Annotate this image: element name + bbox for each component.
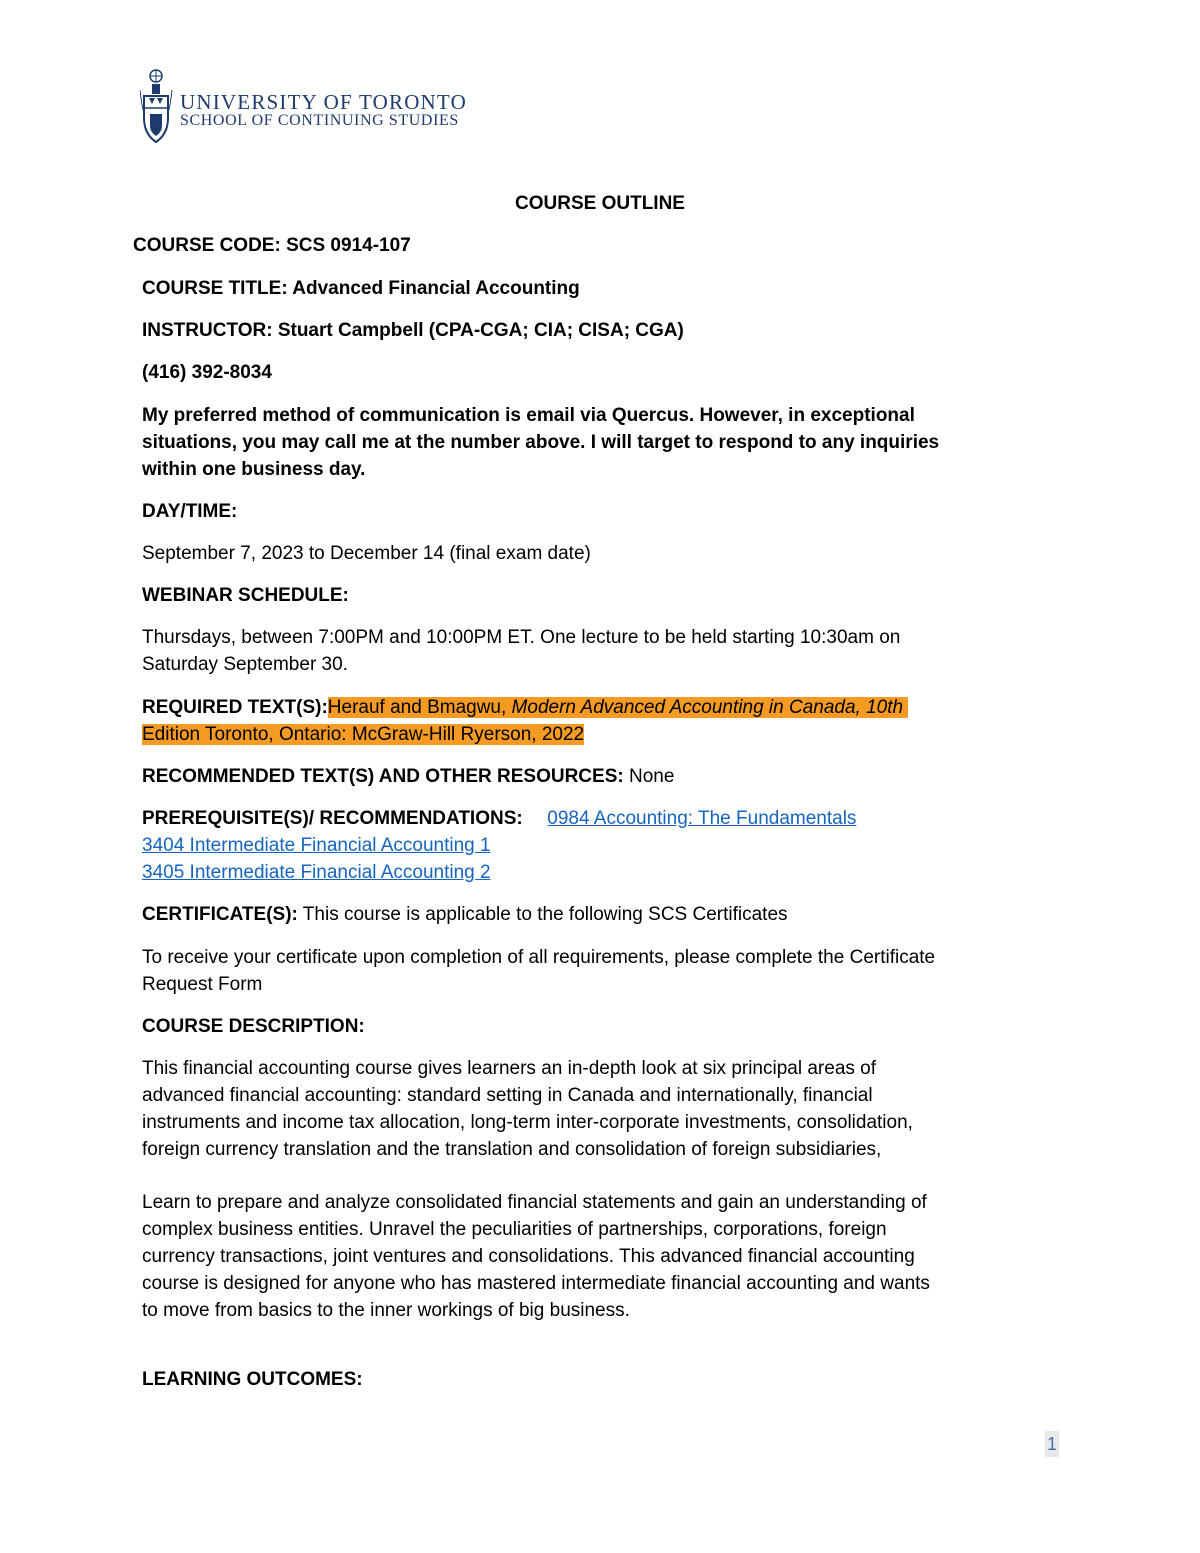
required-text: [142, 694, 908, 721]
course-code: [133, 232, 411, 259]
learning-outcomes-label: LEARNING OUTCOMES:: [142, 1369, 363, 1390]
prerequisites: [142, 805, 856, 832]
prerequisite-line-2: [142, 832, 491, 859]
recommended-label: RECOMMENDED TEXT(S) AND OTHER RESOURCES:: [142, 766, 624, 787]
description-p2-line-5: to move from basics to the inner workings of big business.: [142, 1300, 630, 1321]
required-text-line-2: [142, 721, 584, 748]
course-title: [142, 275, 580, 302]
recommended-resources: [142, 763, 674, 790]
course-code-label: COURSE CODE:: [133, 235, 281, 256]
document-title: COURSE OUTLINE: [515, 193, 685, 214]
prerequisites-label: PREREQUISITE(S)/ RECOMMENDATIONS:: [142, 808, 523, 829]
description-p2-line-4: course is designed for anyone who has mastered intermediate financial accounting and wants: [142, 1273, 930, 1294]
course-code-value: SCS 0914-107: [286, 235, 411, 256]
crest-icon: [140, 68, 176, 148]
certificates-label: CERTIFICATE(S):: [142, 904, 298, 925]
required-text-publisher: Edition Toronto, Ontario: McGraw-Hill Ryerson, 2022: [142, 724, 585, 745]
communication-line-2: situations, you may call me at the number above. I will target to respond to any inquiries: [142, 432, 940, 453]
communication-line-3: within one business day.: [142, 459, 366, 480]
webinar-label: WEBINAR SCHEDULE:: [142, 585, 349, 606]
course-description-label: COURSE DESCRIPTION:: [142, 1016, 365, 1037]
prerequisite-link-3405[interactable]: 3405 Intermediate Financial Accounting 2: [142, 862, 491, 883]
certificates: [142, 901, 788, 928]
description-p1-line-3: instruments and income tax allocation, long-term inter-corporate investments, consolidation,: [142, 1112, 913, 1133]
day-time-value: September 7, 2023 to December 14 (final exam date): [142, 543, 591, 564]
page-number: 1: [1045, 1431, 1059, 1457]
required-text-label: REQUIRED TEXT(S):: [142, 697, 328, 718]
communication-line-1: My preferred method of communication is email via Quercus. However, in exceptional: [142, 405, 915, 426]
prerequisite-link-3404[interactable]: 3404 Intermediate Financial Accounting 1: [142, 835, 491, 856]
logo-university-name: UNIVERSITY OF TORONTO: [180, 90, 467, 114]
description-p2-line-3: currency transactions, joint ventures and consolidations. This advanced financial accounting: [142, 1246, 915, 1267]
description-p1-line-1: This financial accounting course gives learners an in-depth look at six principal areas of: [142, 1058, 877, 1079]
instructor-label: INSTRUCTOR:: [142, 320, 273, 341]
day-time-label: DAY/TIME:: [142, 501, 238, 522]
required-text-authors: Herauf and Bmagwu,: [327, 697, 512, 718]
course-title-label: COURSE TITLE:: [142, 278, 288, 299]
certificate-note-line-1: To receive your certificate upon completion of all requirements, please complete the Certificate: [142, 947, 936, 968]
description-p2-line-2: complex business entities. Unravel the peculiarities of partnerships, corporations, foreign: [142, 1219, 887, 1240]
description-p1-line-2: advanced financial accounting: standard setting in Canada and internationally, financial: [142, 1085, 873, 1106]
course-title-value: Advanced Financial Accounting: [292, 278, 580, 299]
prerequisite-line-3: [142, 859, 491, 886]
instructor: [142, 317, 684, 344]
instructor-value: Stuart Campbell (CPA-CGA; CIA; CISA; CGA): [277, 320, 684, 341]
webinar-line-1: Thursdays, between 7:00PM and 10:00PM ET. One lecture to be held starting 10:30am on: [142, 627, 901, 648]
certificate-note-line-2: Request Form: [142, 974, 263, 995]
description-p2-line-1: Learn to prepare and analyze consolidated financial statements and gain an understanding of: [142, 1192, 927, 1213]
recommended-value: None: [623, 766, 675, 787]
prerequisite-link-0984[interactable]: 0984 Accounting: The Fundamentals: [547, 808, 857, 829]
instructor-phone: (416) 392-8034: [142, 362, 272, 383]
university-logo: [140, 68, 480, 150]
webinar-line-2: Saturday September 30.: [142, 654, 348, 675]
required-text-book-title: Modern Advanced Accounting in Canada, 10th: [511, 697, 904, 718]
description-p1-line-4: foreign currency translation and the translation and consolidation of foreign subsidiaries,: [142, 1139, 882, 1160]
certificates-value: This course is applicable to the following SCS Certificates: [297, 904, 788, 925]
logo-school-name: SCHOOL OF CONTINUING STUDIES: [180, 112, 459, 129]
